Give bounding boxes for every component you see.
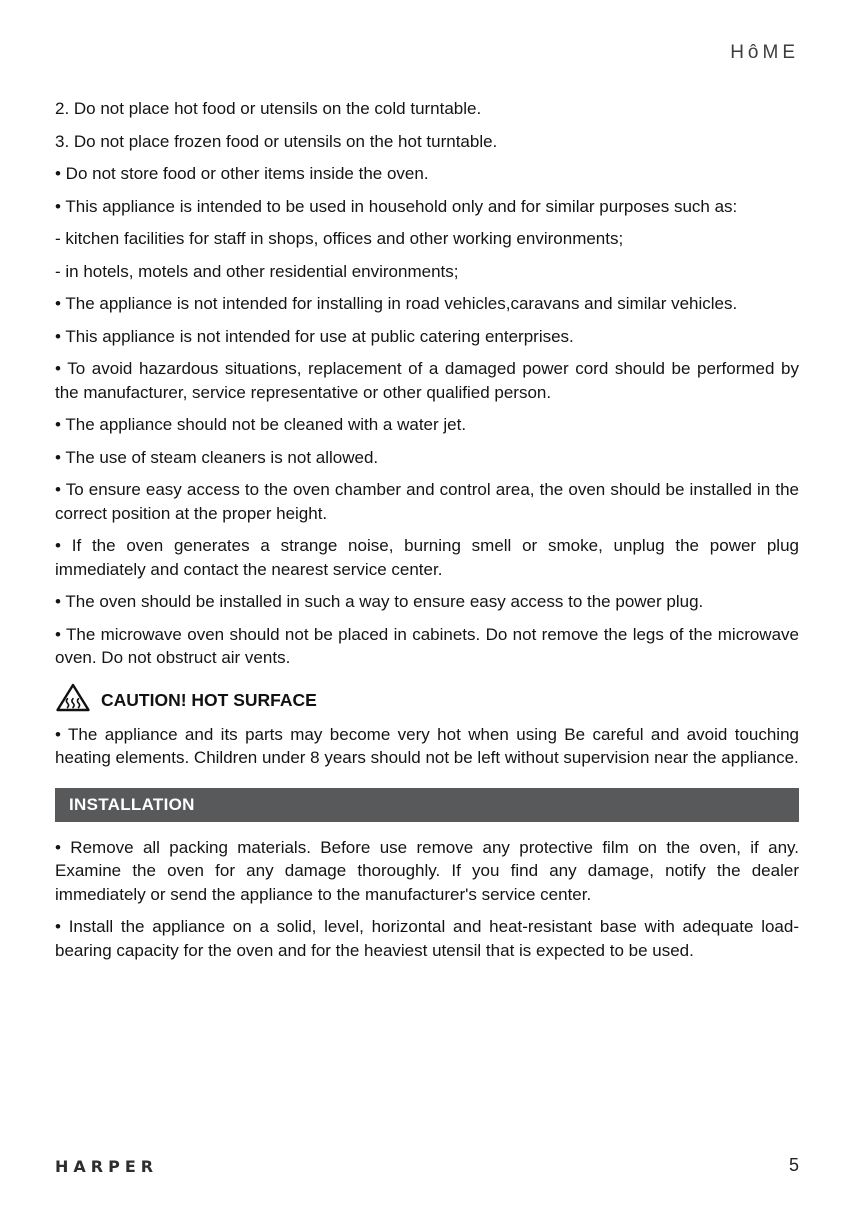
home-brand-logo: HôME: [730, 42, 799, 63]
safety-paragraph: • To ensure easy access to the oven chamber and control area, the oven should be installed in the correct position at the proper height.: [55, 480, 799, 523]
safety-paragraph: 2. Do not place hot food or utensils on the cold turntable.: [55, 99, 482, 118]
safety-paragraph: • The microwave oven should not be placed in cabinets. Do not remove the legs of the microwave oven. Do not obstruct air vents.: [55, 624, 799, 667]
safety-paragraph: - kitchen facilities for staff in shops, offices and other working environments;: [55, 229, 624, 248]
safety-paragraph: 3. Do not place frozen food or utensils on the hot turntable.: [55, 131, 498, 151]
safety-paragraph: • The appliance is not intended for installing in road vehicles,caravans and similar vehicles.: [55, 294, 738, 313]
installation-title: INSTALLATION: [69, 794, 195, 814]
installation-paragraph: • Remove all packing materials. Before use remove any protective film on the oven, if any. Examine the oven for any damage thoroughly. If you find any damage, notify the dealer immediately or send the appliance to the manufacturer's service center.: [55, 837, 799, 904]
page-footer: [55, 1155, 799, 1176]
safety-paragraph: • If the oven generates a strange noise, burning smell or smoke, unplug the power plug immediately and contact the nearest service center.: [55, 536, 799, 579]
safety-paragraph: • The oven should be installed in such a way to ensure easy access to the power plug.: [55, 592, 704, 611]
safety-paragraph: • The use of steam cleaners is not allowed.: [55, 447, 379, 467]
hot-surface-icon: [55, 682, 91, 713]
caution-heading: [55, 682, 799, 713]
installation-section-header: [55, 788, 799, 822]
safety-paragraph: - in hotels, motels and other residential environments;: [55, 261, 459, 281]
harper-brand-logo: HARPER: [55, 1157, 159, 1176]
safety-paragraph: • This appliance is not intended for use at public catering enterprises.: [55, 326, 574, 346]
installation-paragraph: • Install the appliance on a solid, level, horizontal and heat-resistant base with adequate load-bearing capacity for the oven and for the heaviest utensil that is expected to be used.: [55, 917, 799, 960]
safety-paragraph: • This appliance is intended to be used in household only and for similar purposes such as:: [55, 196, 738, 216]
safety-paragraph: • Do not store food or other items inside the oven.: [55, 164, 429, 183]
safety-paragraph: • To avoid hazardous situations, replacement of a damaged power cord should be performed by the manufacturer, service representative or other qualified person.: [55, 359, 799, 402]
page-number: 5: [788, 1155, 799, 1175]
page-content: [55, 97, 799, 971]
safety-paragraph: • The appliance should not be cleaned with a water jet.: [55, 415, 467, 434]
caution-label: CAUTION! HOT SURFACE: [101, 690, 317, 711]
caution-paragraph: • The appliance and its parts may become very hot when using Be careful and avoid touching heating elements. Children under 8 years should not be left without supervision near the appliance.: [55, 724, 799, 767]
